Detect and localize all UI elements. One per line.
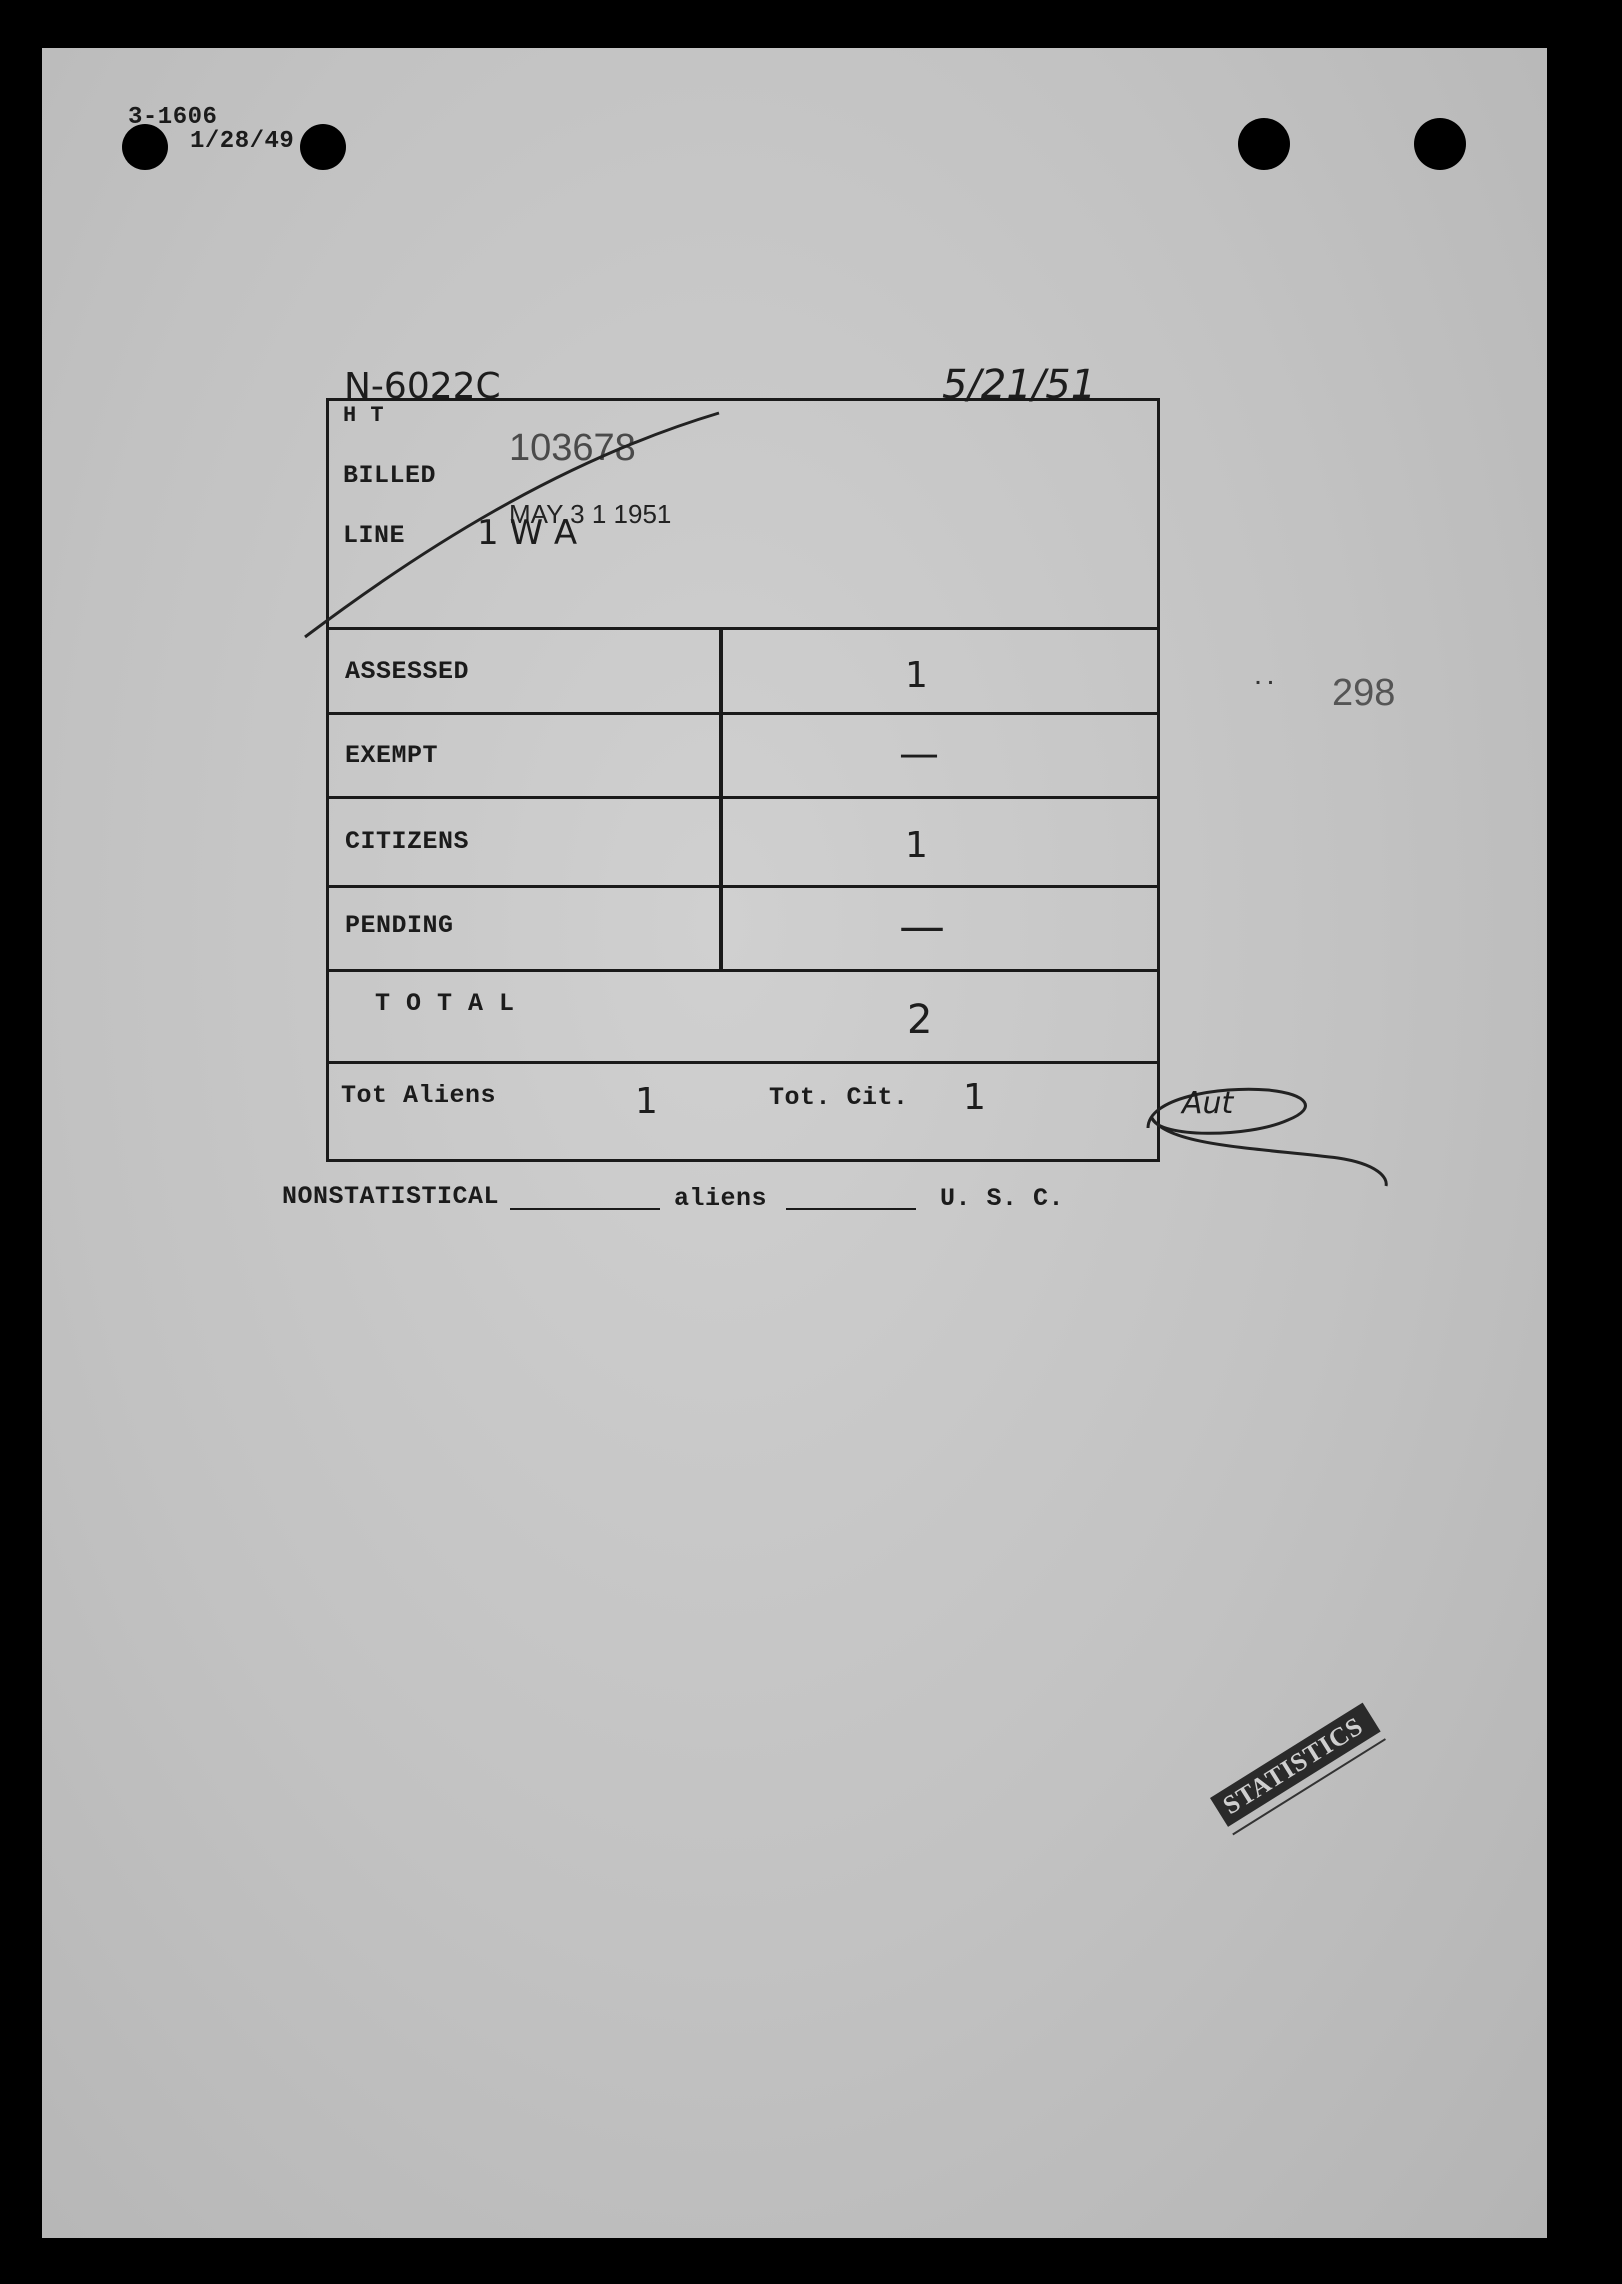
line-label: LINE [343,521,406,550]
corner-code: 3-1606 [128,104,218,131]
nonstatistical-blank-2 [786,1208,916,1210]
cross-out-stroke [299,401,1133,641]
row-divider-header [329,627,1157,630]
side-dots: .. [1252,668,1278,691]
row-label-exempt: EXEMPT [345,741,439,770]
row-label-pending: PENDING [345,911,454,940]
corner-date: 1/28/49 [190,128,295,155]
row-label-assessed: ASSESSED [345,657,470,686]
column-divider [719,629,723,971]
document-page [42,48,1547,2238]
nonstatistical-blank-1 [510,1208,660,1210]
initials-handwritten: Aut [1182,1086,1234,1121]
tot-aliens-label: Tot Aliens [341,1081,497,1110]
file-number-handwritten: N-6022C [344,366,501,407]
billed-number-stamp: 103678 [509,427,636,469]
row-divider-2 [329,796,1157,799]
line-value-handwritten: 1 W A [477,513,578,553]
date-handwritten: 5/21/51 [942,362,1097,408]
row-divider-3 [329,885,1157,888]
punch-hole-right-1 [1238,118,1290,170]
billed-date-stamp: MAY 3 1 1951 [509,499,672,529]
billed-label: BILLED [343,461,437,490]
punch-hole-left-2 [300,124,346,170]
ht-label: H T [343,403,385,428]
tot-cit-label: Tot. Cit. [769,1083,909,1112]
initials-circle [1138,1068,1398,1188]
tot-aliens-value: 1 [635,1081,658,1122]
nonstatistical-label: NONSTATISTICAL [282,1182,500,1211]
row-divider-5 [329,1061,1157,1064]
total-value: 2 [907,997,933,1043]
nonstatistical-aliens: aliens [674,1184,768,1213]
row-divider-1 [329,712,1157,715]
nonstatistical-usc: U. S. C. [940,1184,1065,1213]
total-label: T O T A L [375,989,515,1018]
row-value-assessed: 1 [905,655,928,696]
side-number: 298 [1332,672,1396,714]
row-value-exempt: — [899,731,939,777]
row-value-pending: — [899,899,945,953]
row-value-citizens: 1 [905,825,928,866]
statistics-stamp-text: STATISTICS [1210,1703,1381,1827]
tot-cit-value: 1 [963,1077,986,1118]
statistics-form [326,398,1160,1162]
statistics-stamp [1210,1703,1386,1836]
row-label-citizens: CITIZENS [345,827,470,856]
punch-hole-right-2 [1414,118,1466,170]
row-divider-4 [329,969,1157,972]
